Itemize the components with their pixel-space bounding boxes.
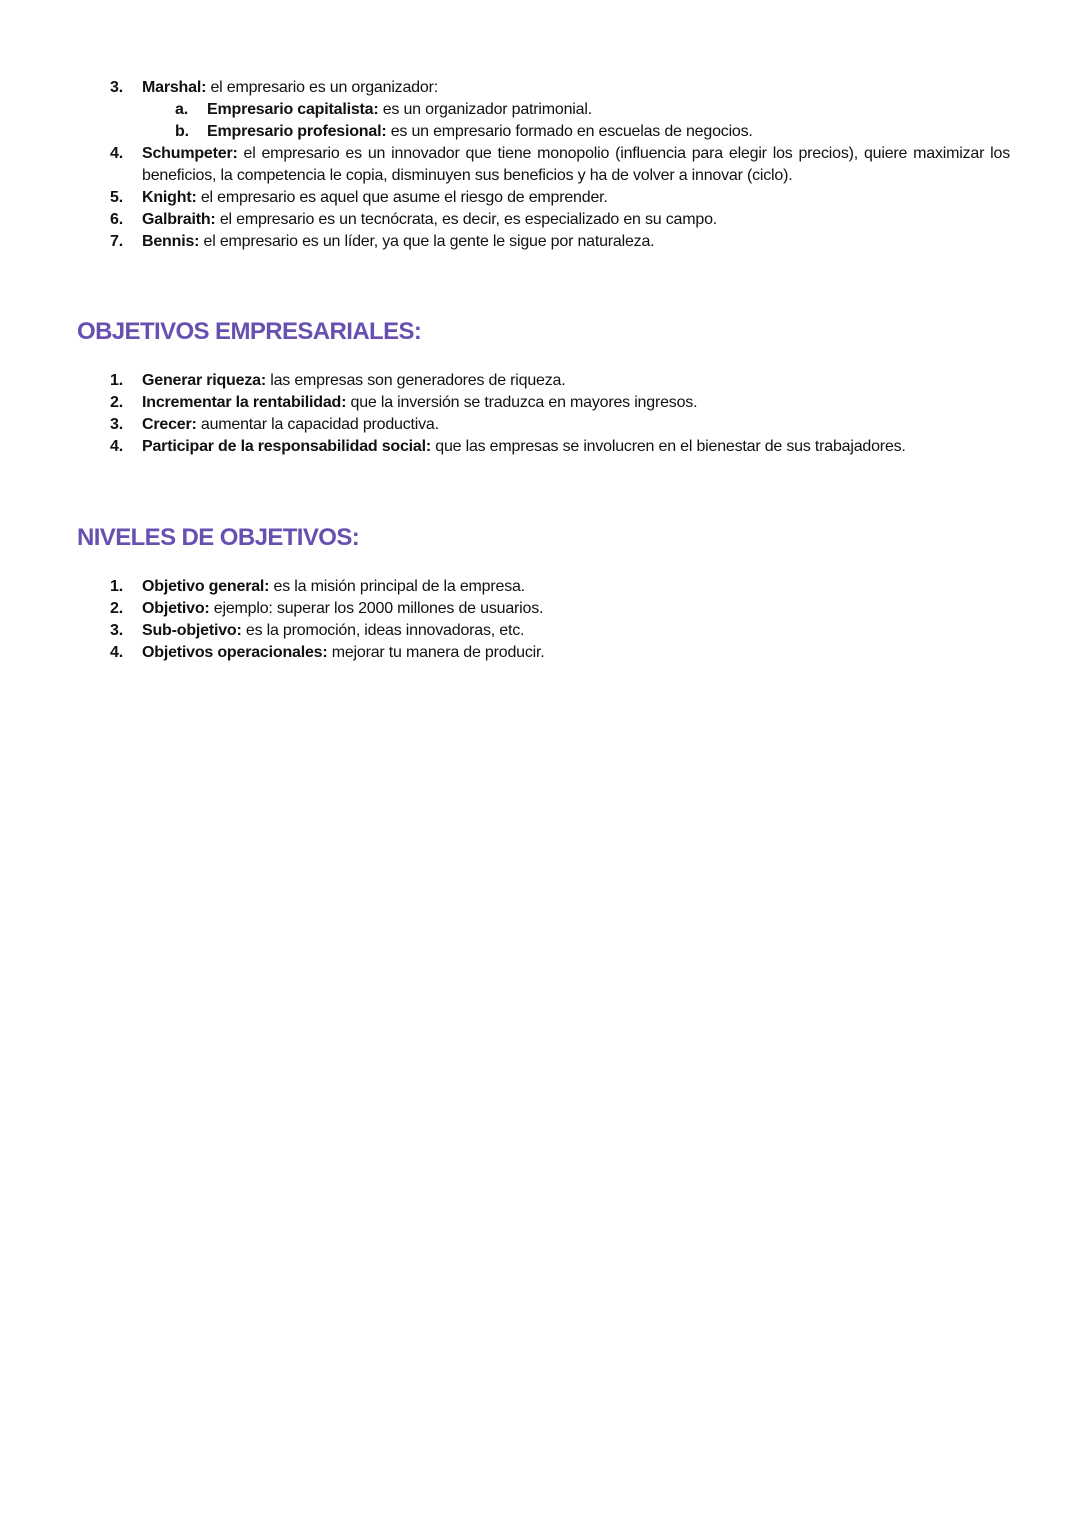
list-term: Marshal: [142, 79, 207, 96]
list-number: 3. [110, 79, 123, 96]
marshal-sub-list [110, 99, 1010, 143]
list-term: Objetivo: [142, 600, 210, 617]
niveles-objetivos-list [110, 576, 1010, 664]
list-text: aumentar la capacidad productiva. [196, 416, 439, 433]
list-item [110, 642, 1010, 664]
list-text: el empresario es aquel que asume el riesgo de emprender. [196, 189, 608, 206]
list-text: el empresario es un organizador: [206, 79, 438, 96]
sub-list-item-capitalista [110, 99, 1010, 121]
list-item-knight [110, 187, 1010, 209]
list-number: 2. [110, 394, 123, 411]
list-term: Generar riqueza: [142, 372, 266, 389]
list-text: que la inversión se traduzca en mayores ingresos. [346, 394, 698, 411]
list-term: Knight: [142, 189, 197, 206]
list-number: 5. [110, 189, 123, 206]
list-item-galbraith [110, 209, 1010, 231]
list-term: Objetivo general: [142, 578, 270, 595]
list-number: 2. [110, 600, 123, 617]
list-number: 1. [110, 578, 123, 595]
list-term: Participar de la responsabilidad social: [142, 438, 431, 455]
list-term: Empresario capitalista: [207, 101, 379, 118]
list-text: que las empresas se involucren en el bienestar de sus trabajadores. [431, 438, 906, 455]
list-term: Empresario profesional: [207, 123, 387, 140]
list-text: el empresario es un tecnócrata, es decir, es especializado en su campo. [215, 211, 718, 228]
list-text: el empresario es un innovador que tiene monopolio (influencia para elegir los precios), quiere maximizar los beneficios, la competencia le copia, disminuyen sus beneficios y ha de volver a innovar (ciclo). [142, 145, 1010, 184]
objetivos-empresariales-list [110, 370, 1010, 458]
theorists-list [110, 77, 1010, 253]
list-item [110, 436, 1010, 458]
list-term: Objetivos operacionales: [142, 644, 328, 661]
list-term: Galbraith: [142, 211, 216, 228]
list-item-schumpeter [110, 143, 1010, 187]
list-item [110, 576, 1010, 598]
list-number: 4. [110, 145, 123, 162]
list-text: el empresario es un líder, ya que la gente le sigue por naturaleza. [199, 233, 655, 250]
list-number: 4. [110, 644, 123, 661]
list-item-bennis [110, 231, 1010, 253]
list-text: mejorar tu manera de producir. [327, 644, 545, 661]
list-text: ejemplo: superar los 2000 millones de usuarios. [209, 600, 544, 617]
list-number: 4. [110, 438, 123, 455]
list-text: es la promoción, ideas innovadoras, etc. [241, 622, 525, 639]
list-number: 3. [110, 416, 123, 433]
list-term: Incrementar la rentabilidad: [142, 394, 347, 411]
list-item-marshal [110, 77, 1010, 143]
section-heading-niveles-objetivos: NIVELES DE OBJETIVOS: [77, 524, 360, 551]
list-text: las empresas son generadores de riqueza. [265, 372, 566, 389]
list-item [110, 414, 1010, 436]
list-text: es la misión principal de la empresa. [269, 578, 525, 595]
list-item [110, 392, 1010, 414]
list-number: 7. [110, 233, 123, 250]
list-number: 1. [110, 372, 123, 389]
list-term: Crecer: [142, 416, 197, 433]
list-number: 3. [110, 622, 123, 639]
list-term: Schumpeter: [142, 145, 238, 162]
list-text: es un organizador patrimonial. [378, 101, 592, 118]
list-item [110, 598, 1010, 620]
list-term: Bennis: [142, 233, 200, 250]
list-item [110, 620, 1010, 642]
sub-list-item-profesional [110, 121, 1010, 143]
section-heading-objetivos-empresariales: OBJETIVOS EMPRESARIALES: [77, 318, 422, 345]
sub-list-letter: a. [175, 101, 188, 118]
list-text: es un empresario formado en escuelas de negocios. [386, 123, 753, 140]
list-item [110, 370, 1010, 392]
sub-list-letter: b. [175, 123, 189, 140]
list-number: 6. [110, 211, 123, 228]
list-term: Sub-objetivo: [142, 622, 242, 639]
